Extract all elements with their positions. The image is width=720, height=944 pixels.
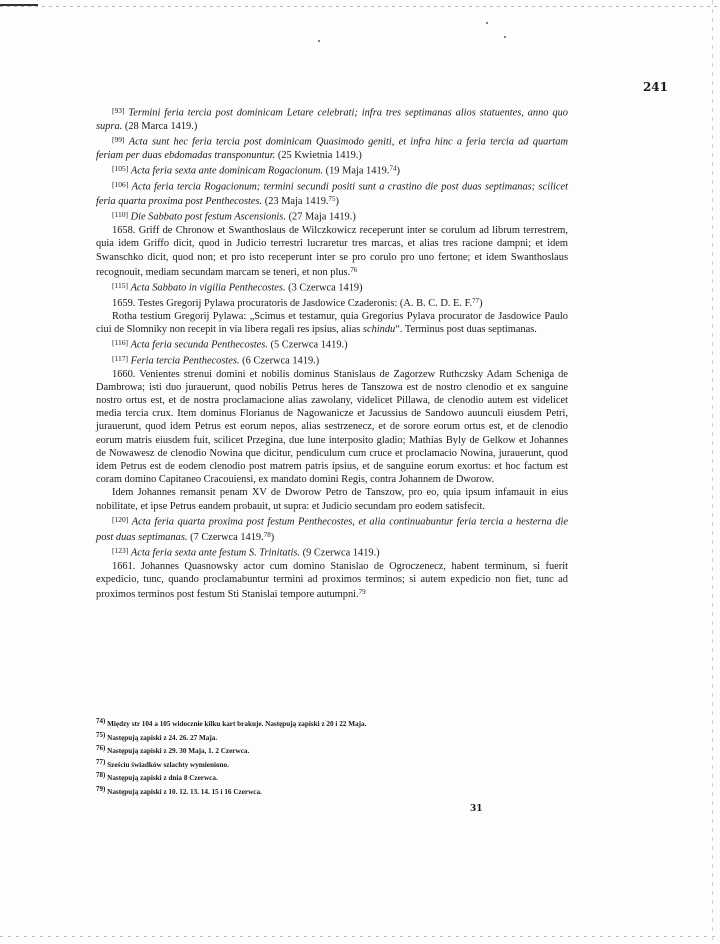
entry-text: “. Terminus post duas septimanas. bbox=[395, 324, 537, 336]
session-date: (5 Czerwca 1419.) bbox=[270, 339, 348, 351]
session-date: (7 Czerwca 1419. bbox=[190, 531, 264, 543]
footnote-marker: 79 bbox=[358, 587, 366, 596]
session-date: (28 Marca 1419.) bbox=[124, 120, 198, 132]
leaf-reference: [115] bbox=[112, 280, 128, 290]
footnote bbox=[96, 716, 536, 730]
page-number: 241 bbox=[642, 80, 668, 94]
footnote-text: Sześciu świadków szlachty wymieniono. bbox=[107, 760, 229, 769]
session-date: (25 Kwietnia 1419.) bbox=[277, 149, 362, 161]
footnote-text: Następują zapiski z dnia 8 Czerwca. bbox=[107, 774, 218, 783]
footnote bbox=[96, 730, 536, 744]
leaf-reference: [120] bbox=[112, 514, 129, 524]
entry-text: 1660. Venientes strenui domini et nobilis dominus Stanislaus de Zagorzew Ruthczsky Adam Scheniga de Dambrowa; isti duo jurauerunt, quod nobilis Petrus heres de Tanszowa est de nostro clenodio et ex sanguine nostro ortus est, et de nostra proclamacione alias zawolany, videlicet Pillawa, de clenodio autem est videlicet media tercia crux. Item dominus Florianus de Nagowanicze et Jacussius de Sandowo auunculi eiusdem Petri, jurauerunt, quod idem Petrus est eorum nepos, alias sestrzeneсz, et de sorore eorum ortus est, et de clenodio eorum matris eiusdem fuit, scilicet Przegina, due lune interposito gladio; Mathias Byly de Gelkow et Johannes de Nowawesz de clenodio Nowina que dicitur, pendiculum cum cruce et proclamacio Nowina, jurauerunt, quod idem Petrus est de eodem clenodio post matrem patris ipsius, et de sanguine eorum exortus: et hoc factum est coram domino Capitaneo Cracouiensi, ex mandato domini Regis, contra Johannem de Dworow. bbox=[96, 368, 568, 486]
footnotes bbox=[96, 716, 536, 798]
leaf-reference: [116] bbox=[112, 338, 128, 348]
footnote-marker: 77 bbox=[472, 296, 480, 305]
footnote-marker: 76 bbox=[350, 265, 358, 274]
printer-signature: 31 bbox=[470, 804, 483, 814]
entry-text: 1658. Griff de Chronow et Swanthoslaus de Wilczkowicz receperunt inter se corulum ad librum terrestrem, quia idem Griffo dicit, quod in Judicio terrestri lucraretur tres marcas, et alias tres racione dampni; et idem Swanschko dicit, quod non; et pro isto receperunt inter se pro corulo pro uno fertone; et idem Swanthoslaus recognouit, mediam secundam marcam se teneri, et non plus. bbox=[96, 225, 568, 278]
session-note: [106] Acta feria tercia Rogacionum; termini secundi positi sunt a crastino die post duas septimanas; scilicet feria quarta proxima post Penthecostes. (23 Maja 1419.75) bbox=[96, 179, 568, 208]
footnote bbox=[96, 784, 536, 798]
session-heading: Acta Sabbato in vigilia Penthecostes. bbox=[130, 282, 286, 294]
session-note bbox=[96, 104, 568, 133]
session-heading: Termini feria tercia post dominicam Letare celebrati; infra tres septimanas alios statuentes, anno quo supra. bbox=[96, 107, 568, 132]
footnote-number: 78) bbox=[96, 771, 106, 780]
scan-speck bbox=[504, 36, 506, 38]
session-heading: Acta feria tercia Rogacionum; termini secundi positi sunt a crastino die post duas septimanas; scilicet feria quarta proxima post Penthecostes. bbox=[96, 181, 568, 208]
footnote-number: 79) bbox=[96, 784, 106, 793]
session-note bbox=[96, 279, 568, 295]
footnote-marker: 78 bbox=[263, 530, 271, 539]
session-heading: Feria tercia Penthecostes. bbox=[130, 355, 240, 367]
session-heading: Acta feria sexta ante dominicam Rogacionum. bbox=[130, 165, 324, 177]
entry-italic-term: schindu bbox=[362, 324, 396, 336]
session-note bbox=[96, 544, 568, 560]
session-heading: Acta feria sexta ante festum S. Trinitatis. bbox=[130, 547, 300, 559]
scan-top-edge bbox=[0, 6, 720, 7]
leaf-reference: [117] bbox=[112, 353, 128, 363]
session-heading: Acta feria secunda Penthecostes. bbox=[130, 339, 268, 351]
footnote-text: Następują zapiski z 24. 26. 27 Maja. bbox=[107, 733, 218, 742]
session-note bbox=[96, 133, 568, 162]
entry-text: Idem Johannes remansit penam XV de Dworow Petro de Tanszow, pro eo, quia ipsum infamauit in eius nobilitate, et ipse Petrus eandem probauit, ut supra: et Judicio secundam pro eodem satisfecit. bbox=[96, 487, 568, 512]
leaf-reference: [106] bbox=[112, 179, 129, 189]
session-date: (23 Maja 1419. bbox=[264, 196, 329, 208]
session-note bbox=[96, 336, 568, 352]
session-heading: Acta sunt hec feria tercia post dominicam Quasimodo geniti, et infra hinc a feria tercia ad quartam feriam per duas ebdomadas transponuntur. bbox=[96, 136, 568, 161]
session-heading: Die Sabbato post festum Ascensionis. bbox=[130, 211, 286, 223]
scan-speck bbox=[318, 40, 320, 42]
footnote bbox=[96, 743, 536, 757]
body-text bbox=[96, 104, 568, 601]
entry-paragraph bbox=[96, 224, 568, 279]
entry-text: 1659. Testes Gregorij Pylawa procuratoris de Jasdowice Czaderonis: (A. B. C. D. E. F. bbox=[112, 297, 473, 309]
session-date: (27 Maja 1419.) bbox=[288, 211, 356, 223]
leaf-reference: [99] bbox=[112, 134, 125, 144]
session-heading: Acta feria quarta proxima post festum Penthecostes, et alia continuabuntur feria tercia a hesterna die post duas septimanas. bbox=[96, 516, 568, 543]
leaf-reference: [110] bbox=[112, 210, 128, 220]
entry-paragraph bbox=[96, 486, 568, 512]
footnote bbox=[96, 757, 536, 771]
leaf-reference: [93] bbox=[112, 106, 125, 115]
scan-speck bbox=[486, 22, 488, 24]
session-date: (9 Czerwca 1419.) bbox=[302, 547, 380, 559]
footnote-marker: 74 bbox=[389, 164, 397, 173]
session-note: [120] Acta feria quarta proxima post festum Penthecostes, et alia continuabuntur feria tercia a hesterna die post duas septimanas. (7 Czerwca 1419.78) bbox=[96, 514, 568, 543]
footnote-number: 77) bbox=[96, 757, 106, 766]
session-date: (6 Czerwca 1419.) bbox=[242, 355, 320, 367]
footnote-number: 74) bbox=[96, 717, 106, 725]
entry-paragraph: 1659. Testes Gregorij Pylawa procuratoris de Jasdowice Czaderonis: (A. B. C. D. E. F.$^{77}$) bbox=[112, 296, 483, 309]
footnote-text: Następują zapiski z 10. 12. 13. 14. 15 i 16 Czerwca. bbox=[107, 787, 262, 796]
footnote-marker: 75 bbox=[328, 195, 336, 204]
session-note bbox=[96, 208, 568, 224]
footnote-text: Następują zapiski z 29. 30 Maja, 1. 2 Czerwca. bbox=[107, 747, 250, 756]
footnote bbox=[96, 770, 536, 784]
session-date: (19 Maja 1419. bbox=[325, 165, 390, 177]
entry-paragraph bbox=[96, 560, 568, 602]
session-note: [105] Acta feria sexta ante dominicam Rogacionum. (19 Maja 1419.74) bbox=[112, 163, 400, 177]
entry-text: 1661. Johannes Quasnowsky actor cum domino Stanislao de Ogroczenecz, habent terminum, si fuerit expedicio, tunc, quando proclamabuntur termini ad proximos terminos; si autem expedicio non fiet, tunc ad proximos terminos post festum Sti Stanislai tempore autumpni. bbox=[96, 560, 568, 600]
leaf-reference: [105] bbox=[112, 163, 129, 173]
session-note bbox=[96, 352, 568, 368]
footnote-number: 76) bbox=[96, 744, 106, 753]
entry-text: Rotha testium Gregorij Pylawa: „Scimus et testamur, quia Gregorius Pylava procurator de Jasdowice Paulo ciui de Slomniky non recepit in via libera regali res ipsius, alias bbox=[96, 310, 568, 336]
entry-paragraph bbox=[96, 310, 568, 336]
leaf-reference: [123] bbox=[112, 545, 129, 555]
entry-paragraph bbox=[96, 368, 568, 487]
session-date: (3 Czerwca 1419) bbox=[288, 282, 363, 294]
footnote-text: Między str 104 a 105 widocznie kilku kart brakuje. Następują zapiski z 20 i 22 Maja. bbox=[107, 720, 367, 728]
scan-bottom-edge bbox=[0, 936, 720, 937]
footnote-number: 75) bbox=[96, 730, 106, 739]
scan-right-edge bbox=[712, 0, 713, 944]
